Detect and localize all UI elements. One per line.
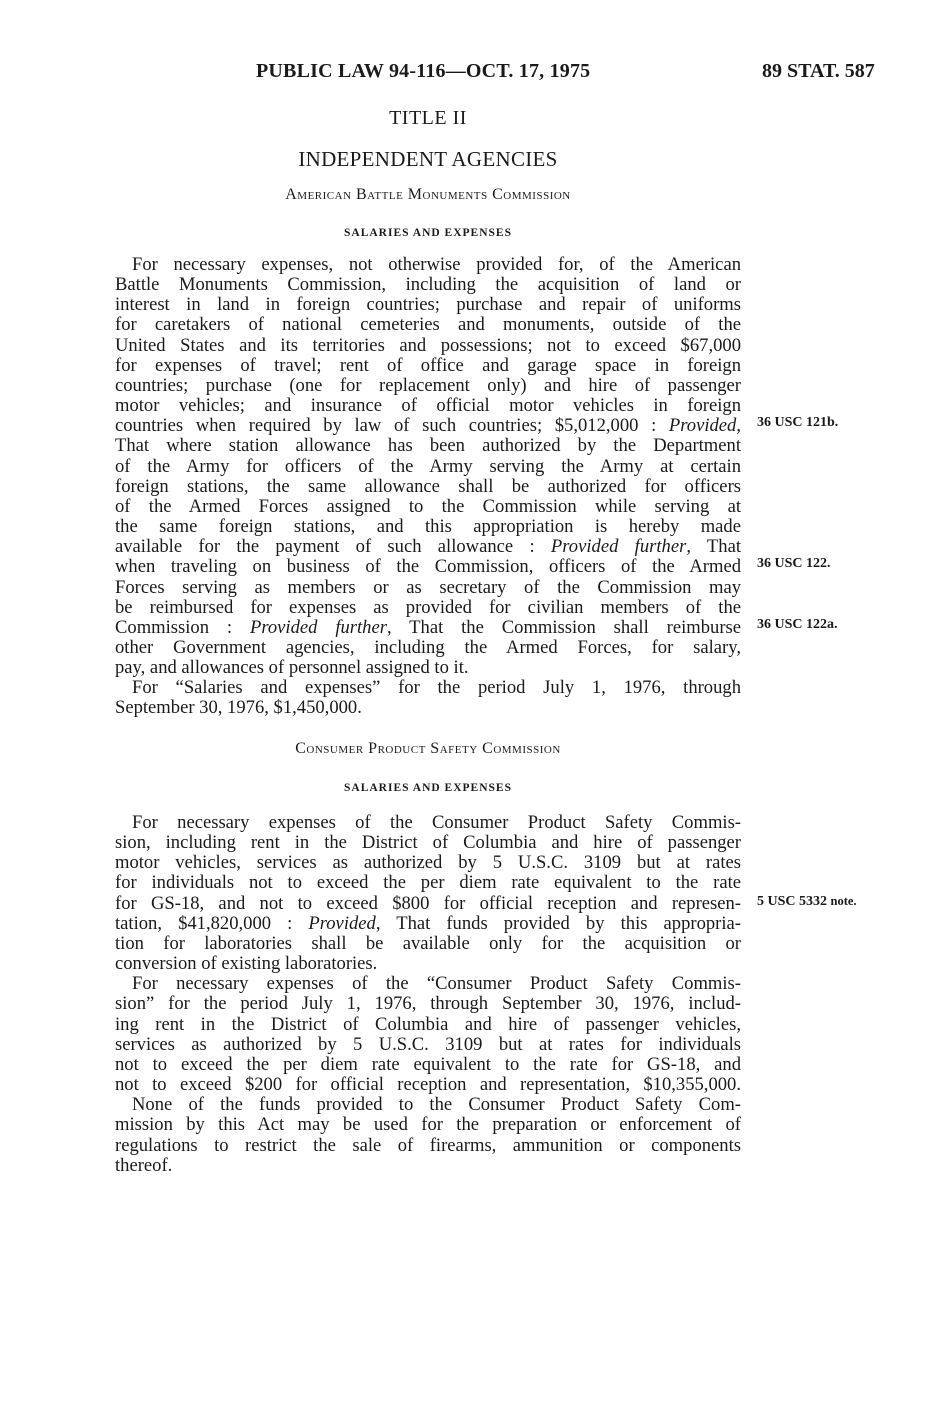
text-line: For “Salaries and expenses” for the period July 1, 1976, through — [132, 677, 741, 699]
margin-note-36-usc-122: 36 USC 122. — [757, 556, 831, 571]
text-line: pay, and allowances of personnel assigned to it. — [115, 657, 469, 679]
text-line: For necessary expenses of the Consumer Product Safety Commis- — [132, 812, 741, 833]
text-line: not to exceed $200 for official reception and representation, $10,355,000. — [115, 1074, 741, 1096]
provided-italic: Provided — [668, 415, 737, 437]
page-header-left: PUBLIC LAW 94-116—OCT. 17, 1975 — [256, 60, 591, 82]
text-line: countries when required by law of such countries; $5,012,000 : Provided, — [115, 415, 741, 437]
text-line: for expenses of travel; rent of office and garage space in foreign — [115, 354, 741, 376]
paragraph-cpsc-2 — [115, 974, 741, 1095]
text-line: services as authorized by 5 U.S.C. 3109 but at rates for individuals — [115, 1033, 741, 1055]
margin-note-sub: note. — [830, 894, 857, 908]
text-line: None of the funds provided to the Consumer Product Safety Com- — [132, 1094, 741, 1116]
margin-note-main: 5 USC 5332 — [757, 894, 828, 909]
margin-note-36-usc-121b: 36 USC 121b. — [757, 415, 839, 430]
text-line: For necessary expenses, not otherwise provided for, of the American — [132, 254, 741, 275]
text-line: of the Armed Forces assigned to the Commission while serving at — [115, 495, 741, 517]
text-line: interest in land in foreign countries; purchase and repair of uniforms — [115, 294, 741, 316]
text-line: ing rent in the District of Columbia and hire of passenger vehicles, — [115, 1013, 741, 1035]
margin-note-5-usc-5332 — [757, 894, 857, 910]
title: TITLE II — [389, 107, 467, 129]
text-line: mission by this Act may be used for the preparation or enforcement of — [115, 1114, 741, 1136]
text-line: countries; purchase (one for replacement only) and hire of passenger — [115, 374, 741, 396]
paragraph-cpsc-1 — [115, 813, 741, 974]
text-line: For necessary expenses of the “Consumer Product Safety Commis- — [132, 973, 741, 995]
text-line: available for the payment of such allowance : Provided further, That — [115, 536, 741, 558]
agency-heading-abmc: American Battle Monuments Commission — [285, 186, 571, 203]
text-line: regulations to restrict the sale of firearms, ammunition or components — [115, 1134, 741, 1156]
text-line: other Government agencies, including the Armed Forces, for salary, — [115, 636, 741, 658]
text-line: the same foreign stations, and this appropriation is hereby made — [115, 516, 741, 538]
page-header-right: 89 STAT. 587 — [762, 60, 875, 82]
text-line: United States and its territories and possessions; not to exceed $67,000 — [115, 334, 741, 356]
text-line: September 30, 1976, $1,450,000. — [115, 697, 362, 719]
paragraph-abmc-1 — [115, 255, 741, 678]
paragraph-cpsc-3 — [115, 1095, 741, 1176]
section-heading-cpsc: SALARIES AND EXPENSES — [344, 782, 512, 794]
provided-italic: Provided — [308, 912, 376, 934]
text-block-abmc — [115, 255, 741, 719]
agency-heading-cpsc: Consumer Product Safety Commission — [295, 740, 561, 757]
text-line: when traveling on business of the Commission, officers of the Armed — [115, 556, 741, 578]
text-line: foreign stations, the same allowance shall be authorized for officers — [115, 475, 741, 497]
text-line: Battle Monuments Commission, including the acquisition of land or — [115, 274, 741, 296]
text-line: thereof. — [115, 1154, 173, 1176]
paragraph-abmc-2 — [115, 678, 741, 718]
text-line: tion for laboratories shall be available only for the acquisition or — [115, 932, 741, 954]
provided-italic: Provided further — [249, 616, 387, 638]
text-line: for individuals not to exceed the per diem rate equivalent to the rate — [115, 872, 741, 894]
text-line: for GS-18, and not to exceed $800 for official reception and represen- — [115, 892, 741, 914]
text-line: sion, including rent in the District of Columbia and hire of passenger — [115, 832, 741, 854]
text-line: be reimbursed for expenses as provided for civilian members of the — [115, 596, 741, 618]
section-heading-abmc: SALARIES AND EXPENSES — [344, 227, 512, 239]
text-line: conversion of existing laboratories. — [115, 953, 378, 975]
text-block-cpsc — [115, 813, 741, 1176]
text-line: motor vehicles, services as authorized by 5 U.S.C. 3109 but at rates — [115, 852, 741, 874]
text-line: Forces serving as members or as secretary of the Commission may — [115, 576, 741, 598]
text-line: of the Army for officers of the Army serving the Army at certain — [115, 455, 741, 477]
text-line: motor vehicles; and insurance of official motor vehicles in foreign — [115, 395, 741, 417]
text-line: not to exceed the per diem rate equivalent to the rate for GS-18, and — [115, 1053, 741, 1075]
margin-note-36-usc-122a: 36 USC 122a. — [757, 617, 838, 632]
text-line: sion” for the period July 1, 1976, through September 30, 1976, includ- — [115, 993, 741, 1015]
text-line: That where station allowance has been authorized by the Department — [115, 435, 741, 457]
text-line: tation, $41,820,000 : Provided, That funds provided by this appropria- — [115, 912, 741, 934]
subtitle: INDEPENDENT AGENCIES — [298, 147, 558, 171]
provided-italic: Provided further — [550, 536, 687, 558]
text-line: Commission : Provided further, That the Commission shall reimburse — [115, 616, 741, 638]
text-line: for caretakers of national cemeteries and monuments, outside of the — [115, 314, 741, 336]
